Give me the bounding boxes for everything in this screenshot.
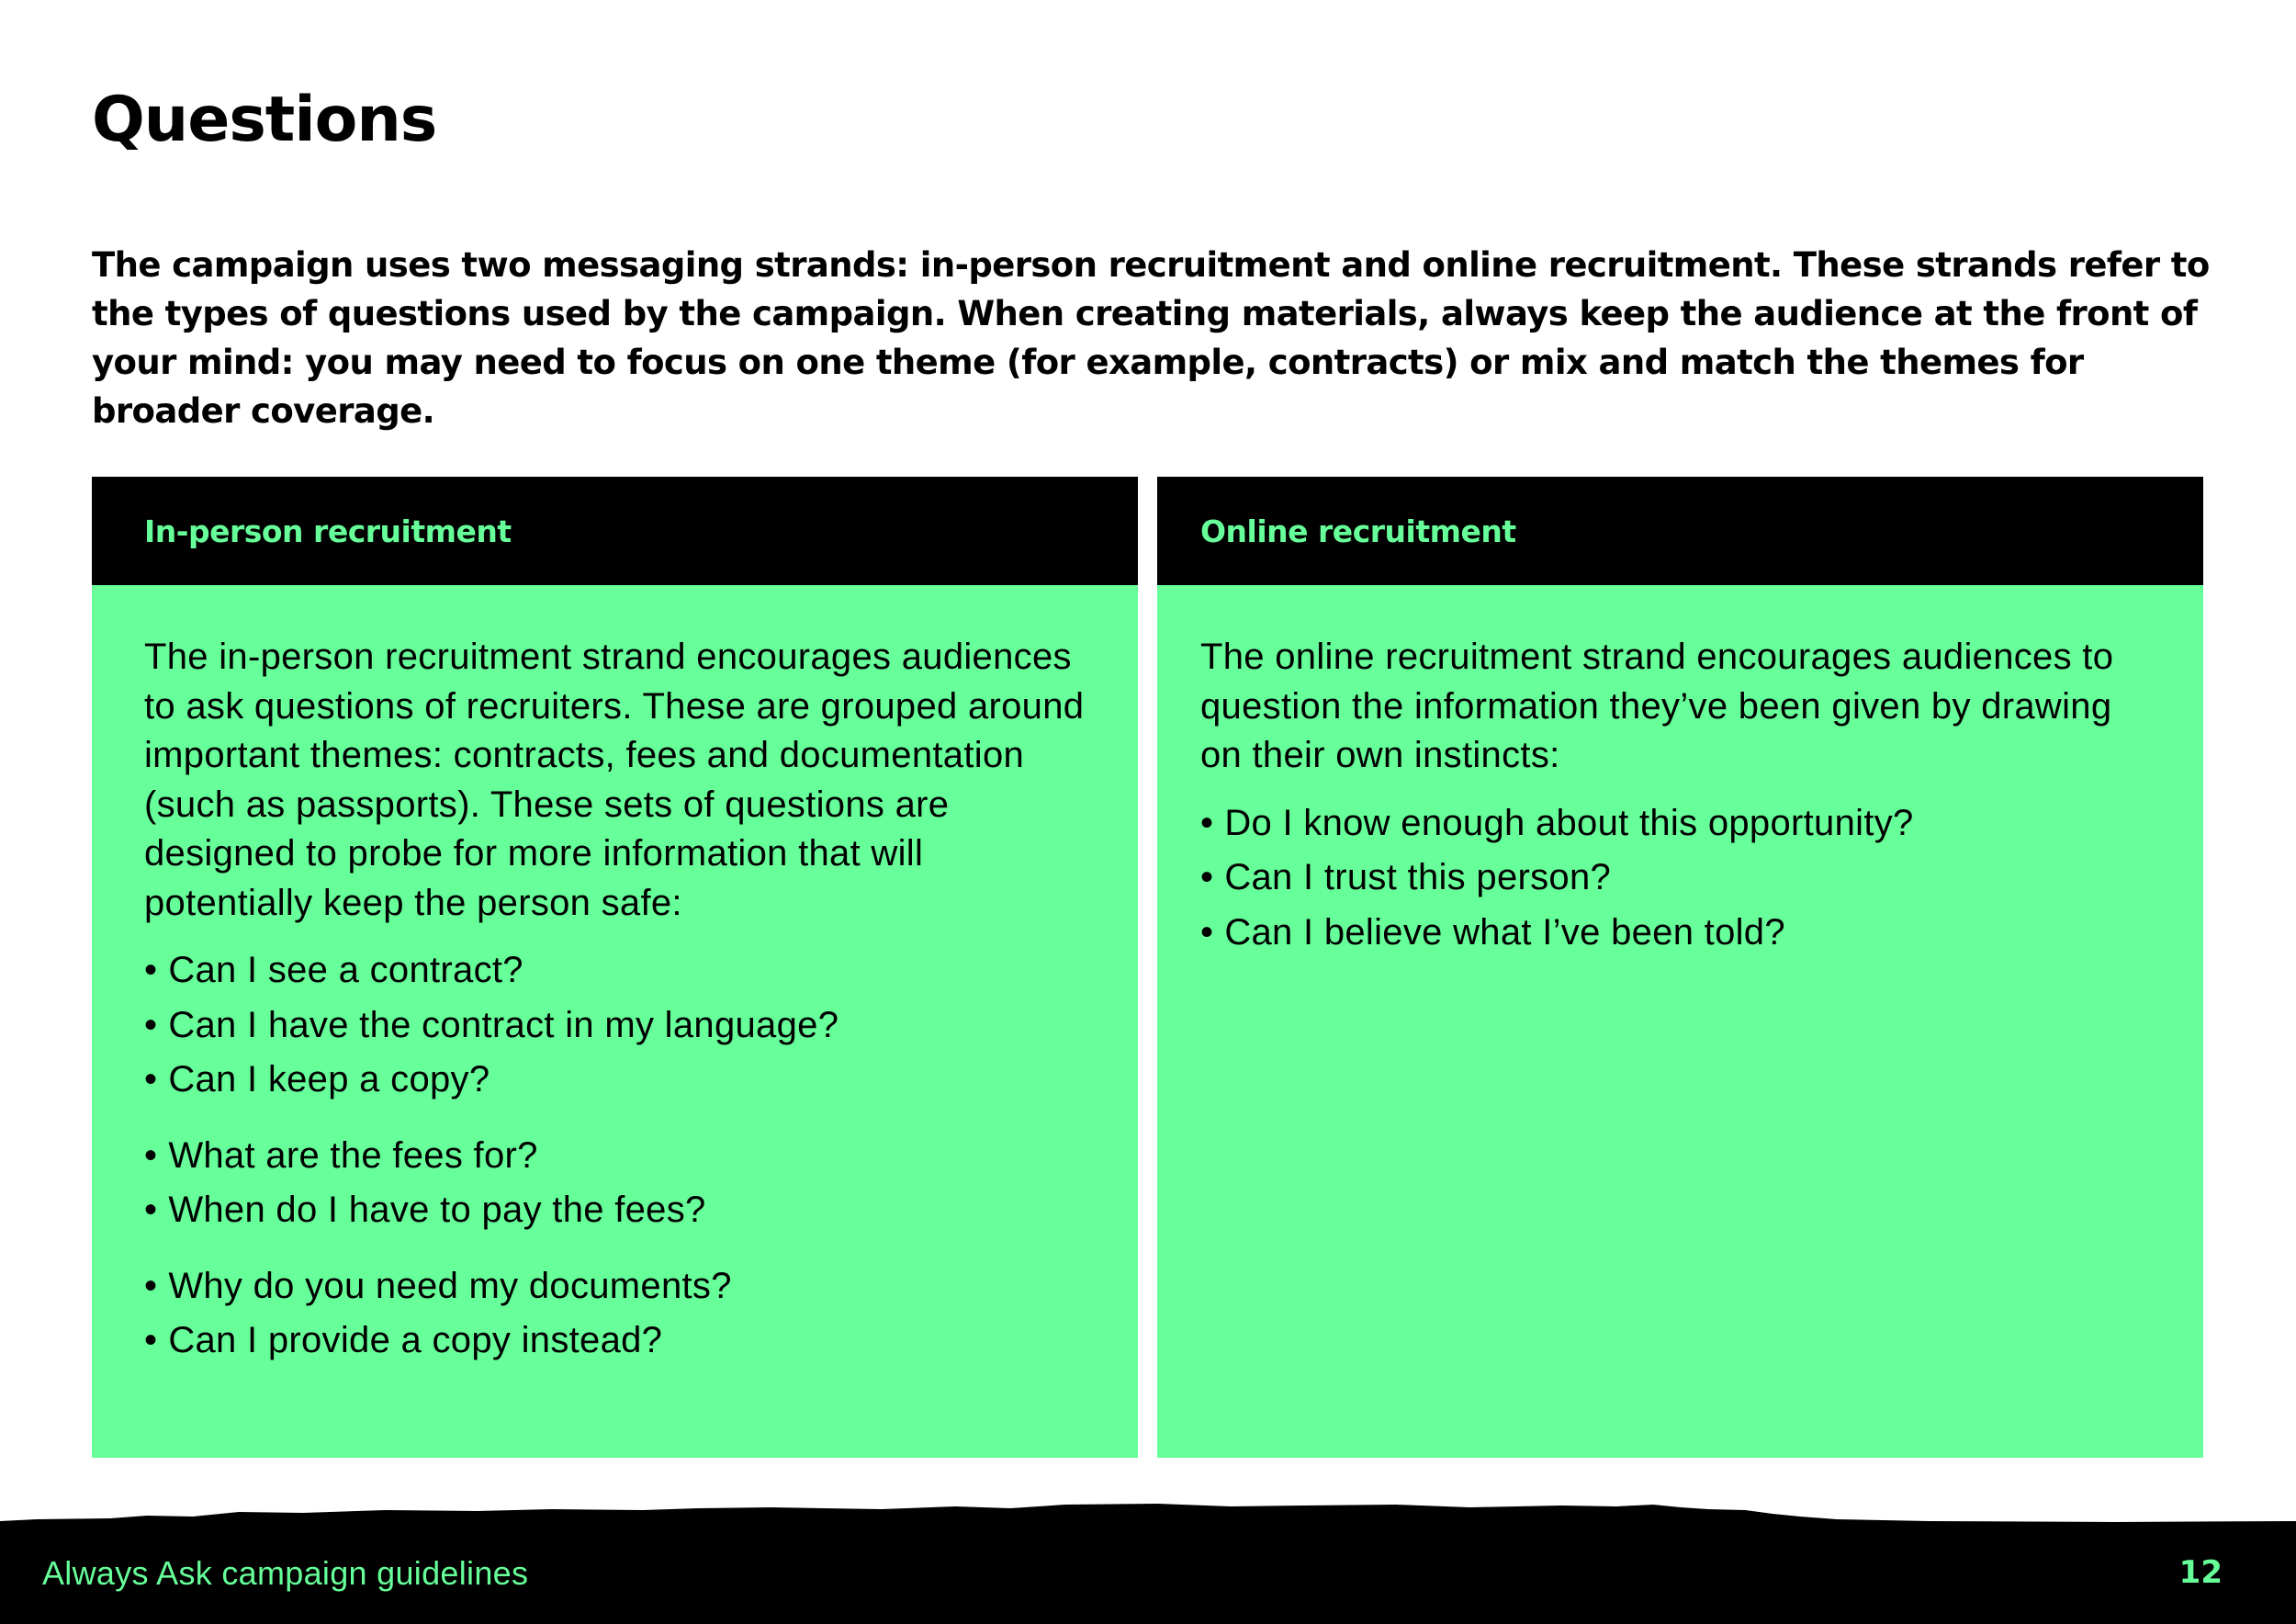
panel-description: The in-person recruitment strand encourages audiences to ask questions of recruiters. These are grouped around important themes: contracts, fees and documentation (such as passports). These sets of questions are designed to probe for more information that will potentially keep the person safe: — [144, 637, 1085, 923]
list-item: • Can I believe what I’ve been told? — [1200, 906, 2148, 961]
page-number: 12 — [2178, 1554, 2223, 1591]
footer-title: Always Ask campaign guidelines — [42, 1554, 529, 1592]
list-item: • Do I know enough about this opportunity? — [1200, 796, 2148, 851]
list-item: • Why do you need my documents? — [144, 1259, 1092, 1314]
list-item: • What are the fees for? — [144, 1129, 1092, 1184]
intro-paragraph: The campaign uses two messaging strands: in-person recruitment and online recruitment. These strands refer to the types of questions used by the campaign. When creating materials, always keep the audience at the front of your mind: you may need to focus on one theme (for example, contracts) or mix and match the themes for broader coverage. — [92, 245, 2210, 431]
panel-body — [1157, 585, 2203, 960]
page-title: Questions — [92, 84, 437, 156]
list-item: • Can I trust this person? — [1200, 851, 2148, 906]
panel-header — [1157, 477, 2203, 585]
document-questions-list — [144, 1259, 1092, 1369]
list-item: • Can I see a contract? — [144, 943, 1092, 998]
panel-description: The online recruitment strand encourages audiences to question the information they’ve been given by drawing on their own instincts: — [1200, 637, 2114, 775]
panel-body — [92, 585, 1138, 1369]
page-footer — [0, 1523, 2296, 1624]
contract-questions-list — [144, 943, 1092, 1108]
list-item: • Can I provide a copy instead? — [144, 1314, 1092, 1369]
list-item: • Can I have the contract in my language? — [144, 998, 1092, 1054]
list-item: • Can I keep a copy? — [144, 1053, 1092, 1108]
online-questions-list — [1200, 796, 2148, 961]
fee-questions-list — [144, 1129, 1092, 1238]
panel-heading: Online recruitment — [1200, 513, 1516, 549]
in-person-recruitment-panel — [92, 477, 1138, 1458]
online-recruitment-panel — [1157, 477, 2203, 1458]
panel-header — [92, 477, 1138, 585]
panel-heading: In-person recruitment — [144, 513, 512, 549]
list-item: • When do I have to pay the fees? — [144, 1183, 1092, 1238]
